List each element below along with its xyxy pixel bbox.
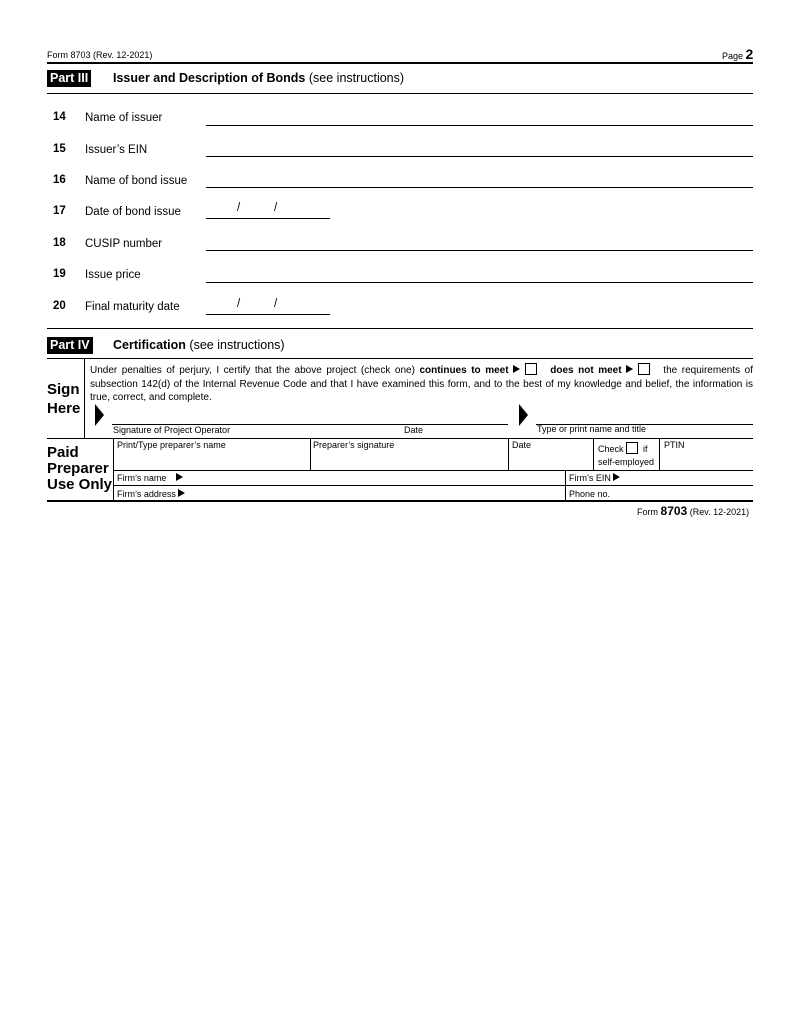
- cert-text-part1: Under penalties of perjury, I certify that the above project (check one): [90, 365, 415, 376]
- form-bottom-rule: [47, 500, 753, 502]
- part3-title-text: Issuer and Description of Bonds: [113, 71, 306, 85]
- firm-ein-label: Firm’s EIN: [569, 473, 611, 483]
- preparer-word: Preparer: [47, 460, 109, 477]
- footer-form-id: [637, 504, 749, 518]
- name-title-field[interactable]: [536, 410, 753, 425]
- line-label: Issue price: [85, 269, 141, 281]
- page-number: 2: [745, 46, 754, 62]
- use-only-word: Use Only: [47, 476, 113, 493]
- self-employed-checkbox[interactable]: [626, 442, 638, 454]
- cusip-field[interactable]: [206, 236, 753, 251]
- bond-issue-date-field[interactable]: [206, 204, 330, 219]
- signature-label: Signature of Project Operator: [113, 425, 231, 435]
- issue-price-field[interactable]: [206, 268, 753, 283]
- sign-divider: [84, 358, 85, 438]
- part4-title-note: (see instructions): [189, 338, 285, 352]
- arrow-icon: [626, 365, 633, 373]
- does-not-meet-label: does not meet: [550, 365, 622, 376]
- part4-rule: [47, 358, 753, 359]
- preparer-signature-label: Preparer’s signature: [313, 440, 395, 450]
- arrow-icon: [176, 473, 183, 481]
- line-number: 14: [53, 111, 66, 123]
- continues-to-meet-checkbox[interactable]: [525, 363, 537, 375]
- here-word: Here: [47, 400, 81, 417]
- cert-text-part2: the requirements of subsection 142(d) of the Internal Revenue Code and that I have examined this form, and to the best of my knowledge and belief, the information is true, correct, and complete.: [90, 365, 753, 403]
- preparer-row-rule: [113, 485, 753, 486]
- line-number: 15: [53, 143, 66, 155]
- issuer-ein-field[interactable]: [206, 142, 753, 157]
- paid-word: Paid: [47, 444, 79, 461]
- date-separator: /: [237, 202, 241, 214]
- part4-label: Part IV: [47, 337, 93, 354]
- part4-title-text: Certification: [113, 338, 186, 352]
- sign-arrow-icon: [95, 404, 104, 426]
- print-name-label: Print/Type preparer’s name: [117, 440, 226, 450]
- ptin-label: PTIN: [664, 440, 685, 450]
- line-number: 18: [53, 237, 66, 249]
- final-maturity-date-field[interactable]: [206, 300, 330, 315]
- self-employed-label: self-employed: [598, 457, 655, 467]
- firm-name-label: Firm’s name: [117, 473, 167, 483]
- line-number: 17: [53, 205, 66, 217]
- part4-top-rule: [47, 328, 753, 329]
- line-label: Final maturity date: [85, 301, 180, 313]
- footer-form-number: 8703: [660, 504, 688, 518]
- part3-label: Part III: [47, 70, 91, 87]
- self-employed-check: [598, 442, 648, 454]
- name-title-label: Type or print name and title: [537, 424, 647, 434]
- line-label: Issuer’s EIN: [85, 144, 148, 156]
- signature-field[interactable]: [112, 410, 508, 425]
- page-label: Page: [722, 51, 744, 61]
- arrow-icon: [613, 473, 620, 481]
- firm-address-row: [117, 489, 185, 499]
- certification-text: [90, 363, 753, 405]
- sign-arrow-icon: [519, 404, 528, 426]
- firm-ein-row: [569, 473, 620, 483]
- arrow-icon: [178, 489, 185, 497]
- sign-date-label: Date: [404, 425, 424, 435]
- line-label: Date of bond issue: [85, 206, 181, 218]
- date-separator: /: [237, 298, 241, 310]
- part3-title-note: (see instructions): [308, 71, 405, 85]
- part3-title: [113, 71, 404, 85]
- col-divider: [508, 438, 509, 470]
- col-divider: [659, 438, 660, 470]
- part4-title: [113, 338, 285, 352]
- preparer-date-label: Date: [512, 440, 532, 450]
- line-number: 20: [53, 300, 66, 312]
- footer-form-word: Form: [637, 507, 658, 517]
- sign-word: Sign: [47, 381, 80, 398]
- line-label: Name of bond issue: [85, 175, 188, 187]
- col-divider: [593, 438, 594, 470]
- issuer-name-field[interactable]: [206, 111, 753, 126]
- firm-address-label: Firm’s address: [117, 489, 176, 499]
- date-separator: /: [274, 298, 278, 310]
- if-label: if: [643, 444, 648, 454]
- does-not-meet-checkbox[interactable]: [638, 363, 650, 375]
- line-number: 19: [53, 268, 66, 280]
- bond-issue-name-field[interactable]: [206, 173, 753, 188]
- footer-rev: (Rev. 12-2021): [689, 507, 750, 517]
- preparer-row-rule: [113, 470, 753, 471]
- firm-name-row: [117, 473, 183, 483]
- page-indicator: [722, 46, 753, 62]
- line-number: 16: [53, 174, 66, 186]
- line-label: Name of issuer: [85, 112, 163, 124]
- part3-rule: [47, 93, 753, 94]
- header-rule: [47, 62, 753, 64]
- col-divider: [310, 438, 311, 470]
- date-separator: /: [274, 202, 278, 214]
- form-revision: Form 8703 (Rev. 12-2021): [47, 50, 153, 60]
- continues-to-meet-label: continues to meet: [419, 365, 509, 376]
- check-label: Check: [598, 444, 624, 454]
- phone-label: Phone no.: [569, 489, 611, 499]
- arrow-icon: [513, 365, 520, 373]
- sign-bottom-rule: [47, 438, 753, 439]
- line-label: CUSIP number: [85, 238, 163, 250]
